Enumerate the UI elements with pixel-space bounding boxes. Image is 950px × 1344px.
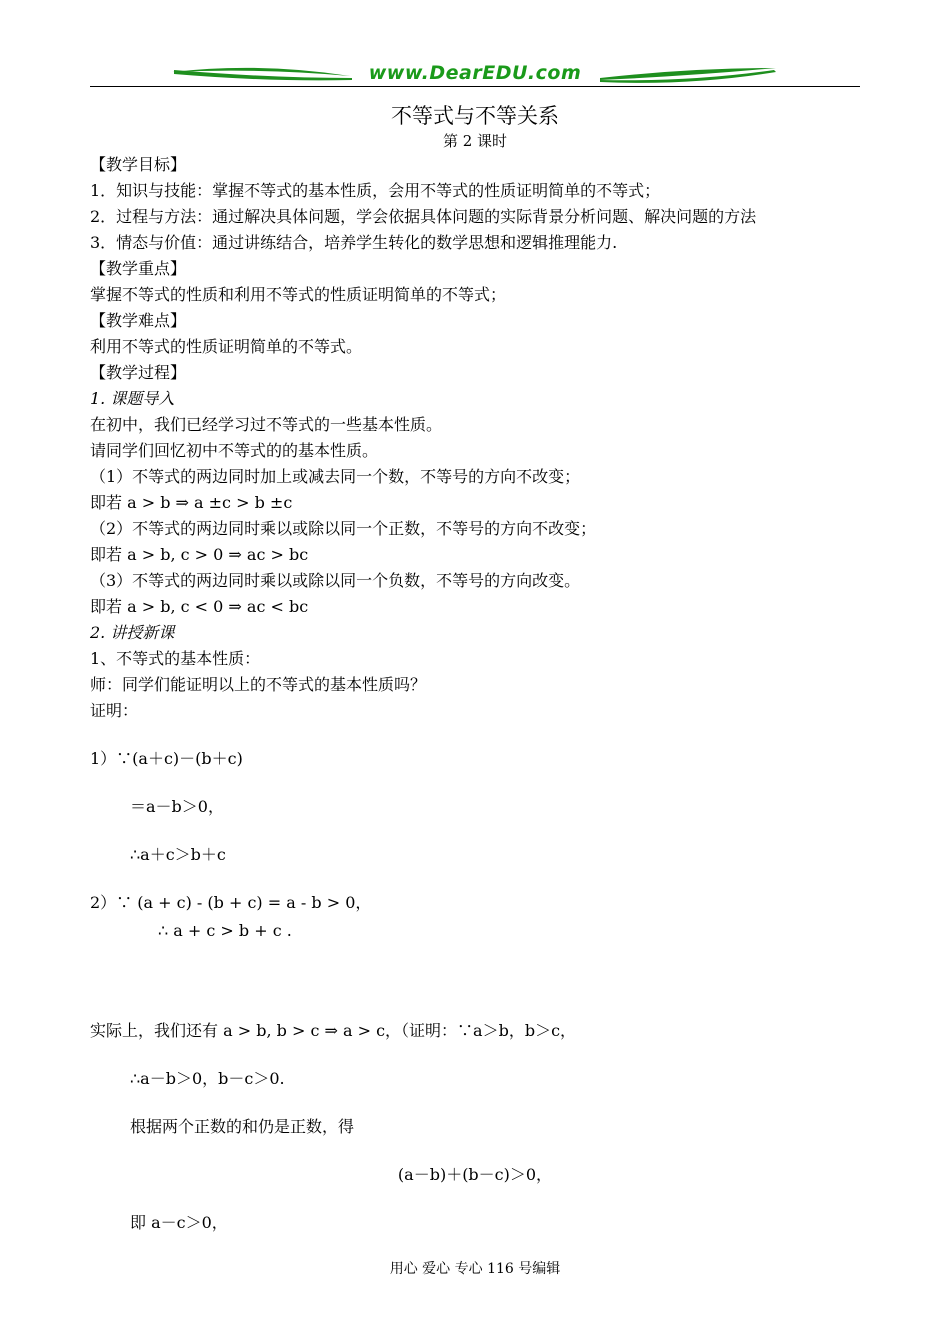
objective-1: 1．知识与技能：掌握不等式的基本性质，会用不等式的性质证明简单的不等式； bbox=[90, 181, 661, 200]
page-subtitle: 第 2 课时 bbox=[442, 132, 508, 150]
intro-line-2: 请同学们回忆初中不等式的的基本性质。 bbox=[90, 441, 379, 460]
teacher-question: 师：同学们能证明以上的不等式的基本性质吗？ bbox=[90, 675, 427, 694]
objective-3: 3．情态与价值：通过讲练结合，培养学生转化的数学思想和逻辑推理能力. bbox=[90, 233, 618, 252]
transitive-line-2: ∴a－b＞0，b－c＞0. bbox=[130, 1069, 285, 1088]
proof-1-line-3: ∴a＋c＞b＋c bbox=[130, 845, 226, 864]
section-heading-difficulties: 【教学难点】 bbox=[90, 311, 187, 330]
transitive-line-1: 实际上，我们还有 a > b, b > c ⇒ a > c，（证明：∵a＞b，b＞c， bbox=[90, 1021, 577, 1040]
basic-properties-heading: 1、不等式的基本性质： bbox=[90, 649, 261, 668]
proof-2-line-2: ∴ a + c > b + c . bbox=[158, 921, 292, 940]
section-heading-objectives: 【教学目标】 bbox=[90, 155, 187, 174]
intro-line-1: 在初中，我们已经学习过不等式的一些基本性质。 bbox=[90, 415, 443, 434]
transitive-line-4: (a－b)＋(b－c)＞0， bbox=[397, 1165, 553, 1184]
property-3-formula: 即若 a > b, c < 0 ⇒ ac < bc bbox=[90, 597, 309, 616]
page-footer: 用心 爱心 专心 116 号编辑 bbox=[389, 1261, 561, 1277]
section-heading-process: 【教学过程】 bbox=[90, 363, 187, 382]
subsection-introduction: 1. 课题导入 bbox=[90, 389, 175, 408]
property-2-formula: 即若 a > b, c > 0 ⇒ ac > bc bbox=[90, 545, 309, 564]
proof-label: 证明： bbox=[90, 701, 139, 720]
section-heading-key-points: 【教学重点】 bbox=[90, 259, 187, 278]
property-3: （3）不等式的两边同时乘以或除以同一个负数，不等号的方向改变。 bbox=[90, 571, 581, 590]
logo-text: www.DearEDU.com bbox=[368, 62, 582, 84]
transitive-line-3: 根据两个正数的和仍是正数，得 bbox=[130, 1117, 355, 1136]
property-2: （2）不等式的两边同时乘以或除以同一个正数，不等号的方向不改变； bbox=[90, 519, 597, 538]
page-title: 不等式与不等关系 bbox=[391, 104, 559, 128]
property-1: （1）不等式的两边同时加上或减去同一个数，不等号的方向不改变； bbox=[90, 467, 581, 486]
difficulties-text: 利用不等式的性质证明简单的不等式。 bbox=[90, 337, 363, 356]
subsection-new-lesson: 2. 讲授新课 bbox=[90, 623, 175, 642]
property-1-formula: 即若 a > b ⇒ a ±c > b ±c bbox=[90, 493, 293, 512]
key-points-text: 掌握不等式的性质和利用不等式的性质证明简单的不等式； bbox=[90, 285, 507, 304]
proof-1-line-1: 1）∵(a＋c)－(b＋c) bbox=[90, 749, 243, 768]
transitive-line-5: 即 a－c＞0， bbox=[130, 1213, 228, 1232]
proof-2-line-1: 2）∵ (a + c) - (b + c) = a - b > 0， bbox=[90, 893, 372, 912]
header-rule bbox=[90, 86, 860, 87]
objective-2: 2．过程与方法：通过解决具体问题，学会依据具体问题的实际背景分析问题、解决问题的方法 bbox=[90, 207, 757, 226]
proof-1-line-2: ＝a－b＞0， bbox=[130, 797, 224, 816]
